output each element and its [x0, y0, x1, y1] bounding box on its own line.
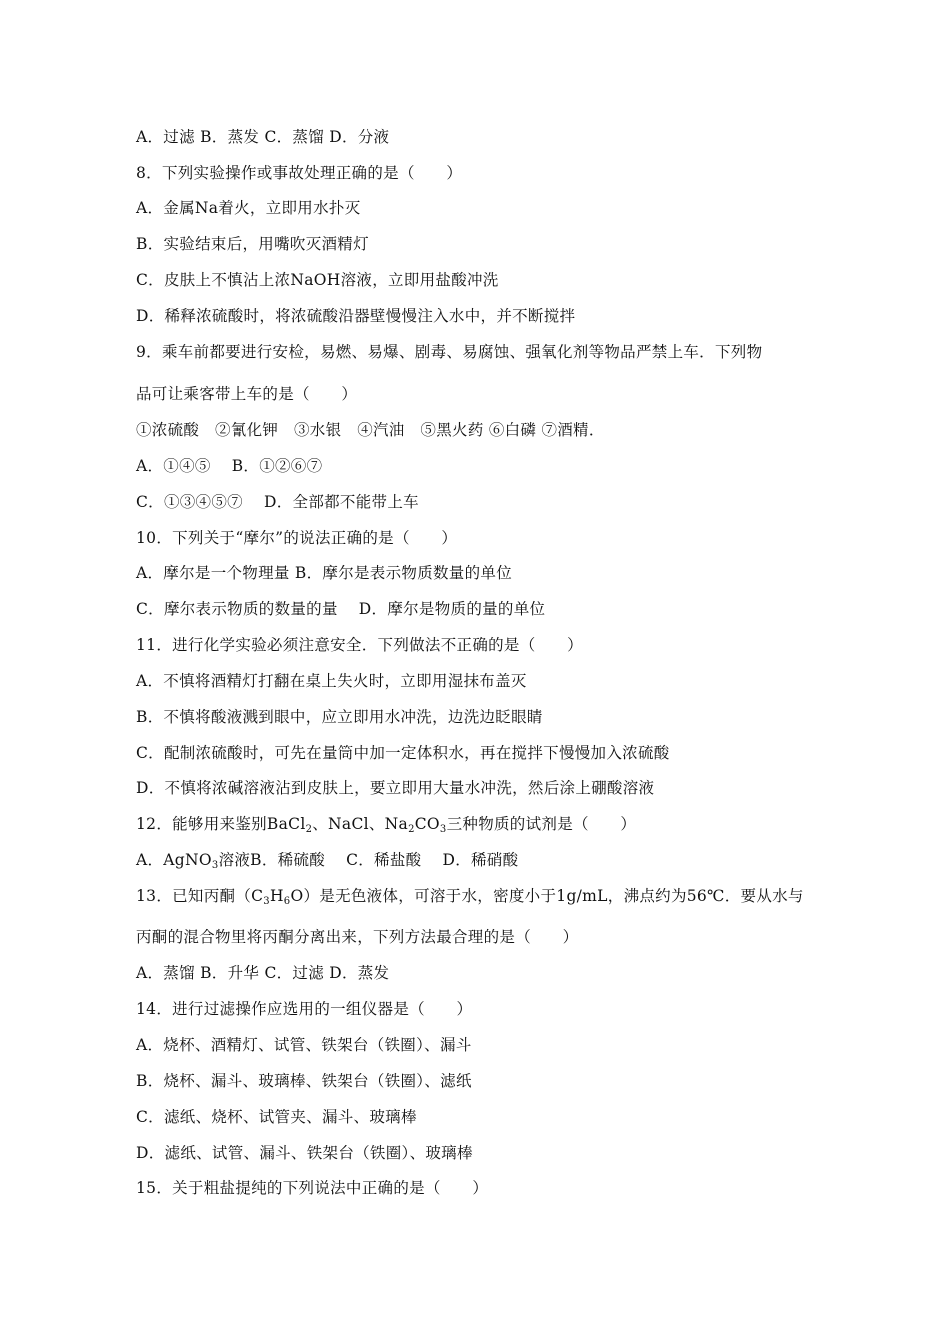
- q14-option-a: A．烧杯、酒精灯、试管、铁架台（铁圈）、漏斗: [136, 1036, 472, 1054]
- q12-stem-prefix: 12．能够用来鉴别BaCl: [136, 815, 306, 833]
- q12-sub-1: 2: [305, 824, 313, 835]
- q14-option-d: D．滤纸、试管、漏斗、铁架台（铁圈）、玻璃棒: [136, 1144, 473, 1162]
- q8-stem: 8．下列实验操作或事故处理正确的是（ ）: [136, 164, 463, 182]
- q12-sub-3: 3: [439, 824, 447, 835]
- q13-stem-line1: [136, 886, 826, 906]
- q12-sub-2: 2: [408, 824, 415, 835]
- q7-options: A．过滤 B．蒸发 C．蒸馏 D．分液: [136, 128, 390, 146]
- q8-option-a: A．金属Na着火，立即用水扑灭: [136, 199, 361, 217]
- q8-option-c: C．皮肤上不慎沾上浓NaOH溶液，立即用盐酸冲洗: [136, 271, 499, 289]
- q10-options-cd: C．摩尔表示物质的数量的量 D．摩尔是物质的量的单位: [136, 600, 546, 618]
- q12-stem-mid1: 、NaCl、Na: [312, 815, 409, 833]
- q13-sub-2: 6: [283, 896, 291, 907]
- q14-option-c: C．滤纸、烧杯、试管夹、漏斗、玻璃棒: [136, 1108, 417, 1126]
- q14-option-b: B．烧杯、漏斗、玻璃棒、铁架台（铁圈）、滤纸: [136, 1072, 472, 1090]
- q13-stem-suffix: O）是无色液体，可溶于水，密度小于1g/mL，沸点约为56℃．要从水与: [290, 887, 804, 905]
- q13-stem-prefix: 13．已知丙酮（C: [136, 887, 264, 905]
- q12-options-prefix: A．AgNO: [136, 851, 212, 869]
- q14-stem: 14．进行过滤操作应选用的一组仪器是（ ）: [136, 1000, 473, 1018]
- q11-option-a: A．不慎将酒精灯打翻在桌上失火时，立即用湿抹布盖灭: [136, 672, 527, 690]
- q12-stem-suffix: 三种物质的试剂是（ ）: [446, 815, 637, 833]
- q12-stem-mid2: CO: [414, 815, 440, 833]
- q9-stem-line2: 品可让乘客带上车的是（ ）: [136, 385, 358, 403]
- q12-options-suffix: 溶液B．稀硫酸 C．稀盐酸 D．稀硝酸: [218, 851, 519, 869]
- q12-options: [136, 850, 826, 870]
- q9-item-list: ①浓硫酸 ②氰化钾 ③水银 ④汽油 ⑤黑火药 ⑥白磷 ⑦酒精．: [136, 421, 605, 439]
- q13-options: A．蒸馏 B．升华 C．过滤 D．蒸发: [136, 964, 390, 982]
- q13-stem-mid: H: [269, 887, 284, 905]
- q10-stem: 10．下列关于“摩尔”的说法正确的是（ ）: [136, 529, 458, 547]
- q9-options-ab: A．①④⑤ B．①②⑥⑦: [136, 457, 323, 475]
- q15-stem: 15．关于粗盐提纯的下列说法中正确的是（ ）: [136, 1179, 489, 1197]
- q8-option-d: D．稀释浓硫酸时，将浓硫酸沿器壁慢慢注入水中，并不断搅拌: [136, 307, 576, 325]
- q8-option-b: B．实验结束后，用嘴吹灭酒精灯: [136, 235, 369, 253]
- q11-option-c: C．配制浓硫酸时，可先在量筒中加一定体积水，再在搅拌下慢慢加入浓硫酸: [136, 744, 670, 762]
- q13-sub-1: 3: [263, 896, 270, 907]
- q11-stem: 11．进行化学实验必须注意安全．下列做法不正确的是（ ）: [136, 636, 583, 654]
- q12-options-sub: 3: [211, 860, 219, 871]
- q11-option-b: B．不慎将酸液溅到眼中，应立即用水冲洗，边洗边眨眼睛: [136, 708, 543, 726]
- q11-option-d: D．不慎将浓碱溶液沾到皮肤上，要立即用大量水冲洗，然后涂上硼酸溶液: [136, 779, 655, 797]
- q12-stem: [136, 814, 826, 834]
- q9-options-cd: C．①③④⑤⑦ D．全部都不能带上车: [136, 493, 419, 511]
- q13-stem-line2: 丙酮的混合物里将丙酮分离出来，下列方法最合理的是（ ）: [136, 928, 579, 946]
- q10-options-ab: A．摩尔是一个物理量 B．摩尔是表示物质数量的单位: [136, 564, 513, 582]
- q9-stem-line1: 9．乘车前都要进行安检，易燃、易爆、剧毒、易腐蚀、强氧化剂等物品严禁上车．下列物: [136, 343, 763, 361]
